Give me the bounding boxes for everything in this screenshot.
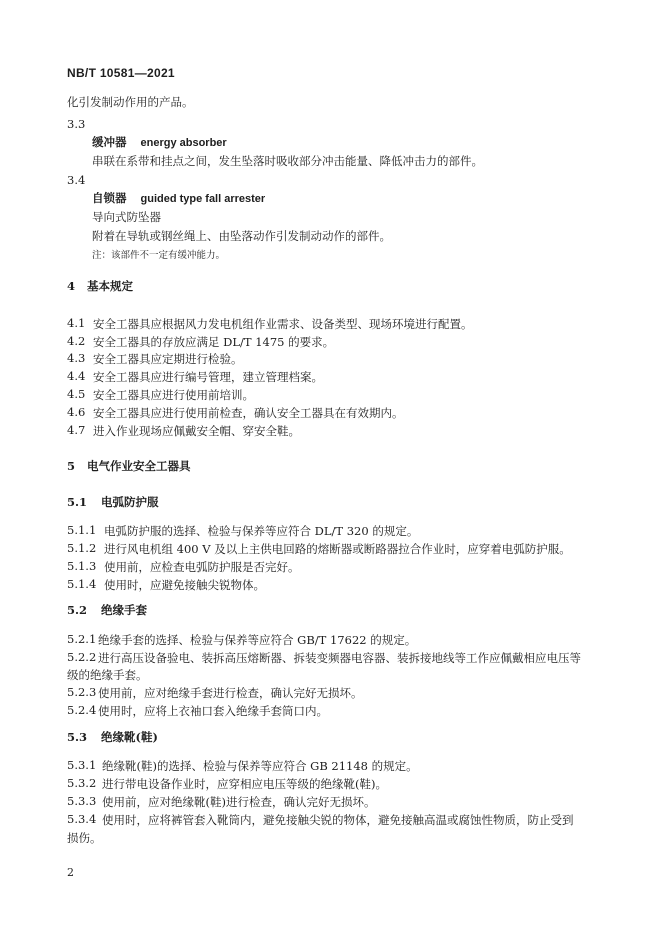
clause-text: 使用前，应对绝缘靴(鞋)进行检查，确认完好无损坏。 xyxy=(102,795,376,809)
clause-text: 安全工器具应进行编号管理，建立管理档案。 xyxy=(93,370,323,384)
term-en: guided type fall arrester xyxy=(140,193,266,205)
standard-id: NB/T 10581—2021 xyxy=(67,66,175,80)
clause-text-continued: 损伤。 xyxy=(67,831,102,845)
clause-number: 5.1.4 xyxy=(67,577,97,591)
clause-text: 安全工器具应定期进行检验。 xyxy=(93,352,243,366)
clause-text-continued: 级的绝缘手套。 xyxy=(67,668,148,682)
clause-text: 绝缘手套的选择、检验与保养等应符合 GB/T 17622 的规定。 xyxy=(98,633,417,647)
section-heading xyxy=(67,458,191,474)
clause-number: 4.1 xyxy=(67,316,86,330)
clause-number: 5.3.1 xyxy=(67,758,97,772)
clause-number: 4.4 xyxy=(67,369,86,383)
subsection-heading xyxy=(67,494,159,510)
section-number: 5 xyxy=(67,459,76,473)
term-note: 注：该部件不一定有缓冲能力。 xyxy=(92,250,226,261)
clause-text: 使用时，应避免接触尖锐物体。 xyxy=(104,578,265,592)
clause-text: 安全工器具应根据风力发电机组作业需求、设备类型、现场环境进行配置。 xyxy=(93,317,473,331)
clause-number: 3.3 xyxy=(67,117,86,131)
clause-text: 绝缘靴(鞋)的选择、检验与保养等应符合 GB 21148 的规定。 xyxy=(102,759,418,773)
clause-number: 4.7 xyxy=(67,423,86,437)
clause-number: 5.1.3 xyxy=(67,559,97,573)
clause-text: 安全工器具的存放应满足 DL/T 1475 的要求。 xyxy=(93,335,335,349)
subsection-heading xyxy=(67,602,147,618)
clause-text: 使用时，应将上衣袖口套入绝缘手套筒口内。 xyxy=(98,704,328,718)
term-cn: 自锁器 xyxy=(92,191,127,205)
clause-text: 进行带电设备作业时，应穿相应电压等级的绝缘靴(鞋)。 xyxy=(102,777,387,791)
subsection-title: 电弧防护服 xyxy=(101,495,159,509)
clause-number: 5.3.4 xyxy=(67,812,97,826)
clause-text: 安全工器具应进行使用前培训。 xyxy=(93,388,254,402)
clause-number: 5.2.4 xyxy=(67,703,97,717)
clause-number: 5.3.2 xyxy=(67,776,97,790)
section-title: 基本规定 xyxy=(87,279,134,293)
section-title: 电气作业安全工器具 xyxy=(87,459,191,473)
term-definition: 串联在系带和挂点之间，发生坠落时吸收部分冲击能量、降低冲击力的部件。 xyxy=(92,154,483,168)
subsection-number: 5.1 xyxy=(67,495,88,509)
term-en: energy absorber xyxy=(140,137,227,149)
clause-number: 4.6 xyxy=(67,405,86,419)
clause-number: 5.1.1 xyxy=(67,523,97,537)
clause-number: 4.3 xyxy=(67,351,86,365)
continuation-text: 化引发制动作用的产品。 xyxy=(67,95,194,109)
page-number: 2 xyxy=(67,866,74,879)
clause-number: 5.2.3 xyxy=(67,685,97,699)
clause-text: 进行风电机组 400 V 及以上主供电回路的熔断器或断路器拉合作业时，应穿着电弧防护服。 xyxy=(104,542,571,556)
clause-number: 5.2.1 xyxy=(67,632,97,646)
clause-text: 使用时，应将裤管套入靴筒内，避免接触尖锐的物体，避免接触高温或腐蚀性物质，防止受到 xyxy=(102,813,574,827)
clause-text: 使用前，应检查电弧防护服是否完好。 xyxy=(104,560,300,574)
clause-number: 4.5 xyxy=(67,387,86,401)
subsection-number: 5.2 xyxy=(67,603,88,617)
clause-number: 4.2 xyxy=(67,334,86,348)
clause-number: 5.3.3 xyxy=(67,794,97,808)
term-heading xyxy=(92,190,265,207)
section-heading xyxy=(67,278,133,294)
section-number: 4 xyxy=(67,279,76,293)
term-cn: 缓冲器 xyxy=(92,135,127,149)
clause-text: 进入作业现场应佩戴安全帽、穿安全鞋。 xyxy=(93,424,300,438)
term-heading xyxy=(92,134,227,151)
clause-number: 5.2.2 xyxy=(67,650,97,664)
clause-number: 3.4 xyxy=(67,173,86,187)
clause-text: 安全工器具应进行使用前检查，确认安全工器具在有效期内。 xyxy=(93,406,404,420)
clause-text: 使用前，应对绝缘手套进行检查，确认完好无损坏。 xyxy=(98,686,363,700)
subsection-number: 5.3 xyxy=(67,730,88,744)
subsection-title: 绝缘手套 xyxy=(101,603,148,617)
clause-number: 5.1.2 xyxy=(67,541,97,555)
term-definition: 附着在导轨或钢丝绳上、由坠落动作引发制动动作的部件。 xyxy=(92,229,391,243)
clause-text: 电弧防护服的选择、检验与保养等应符合 DL/T 320 的规定。 xyxy=(104,524,419,538)
subsection-title: 绝缘靴(鞋) xyxy=(101,730,158,744)
subsection-heading xyxy=(67,729,158,745)
term-synonym: 导向式防坠器 xyxy=(92,210,161,224)
clause-text: 进行高压设备验电、装拆高压熔断器、拆装变频器电容器、装拆接地线等工作应佩戴相应电压等 xyxy=(98,651,581,665)
